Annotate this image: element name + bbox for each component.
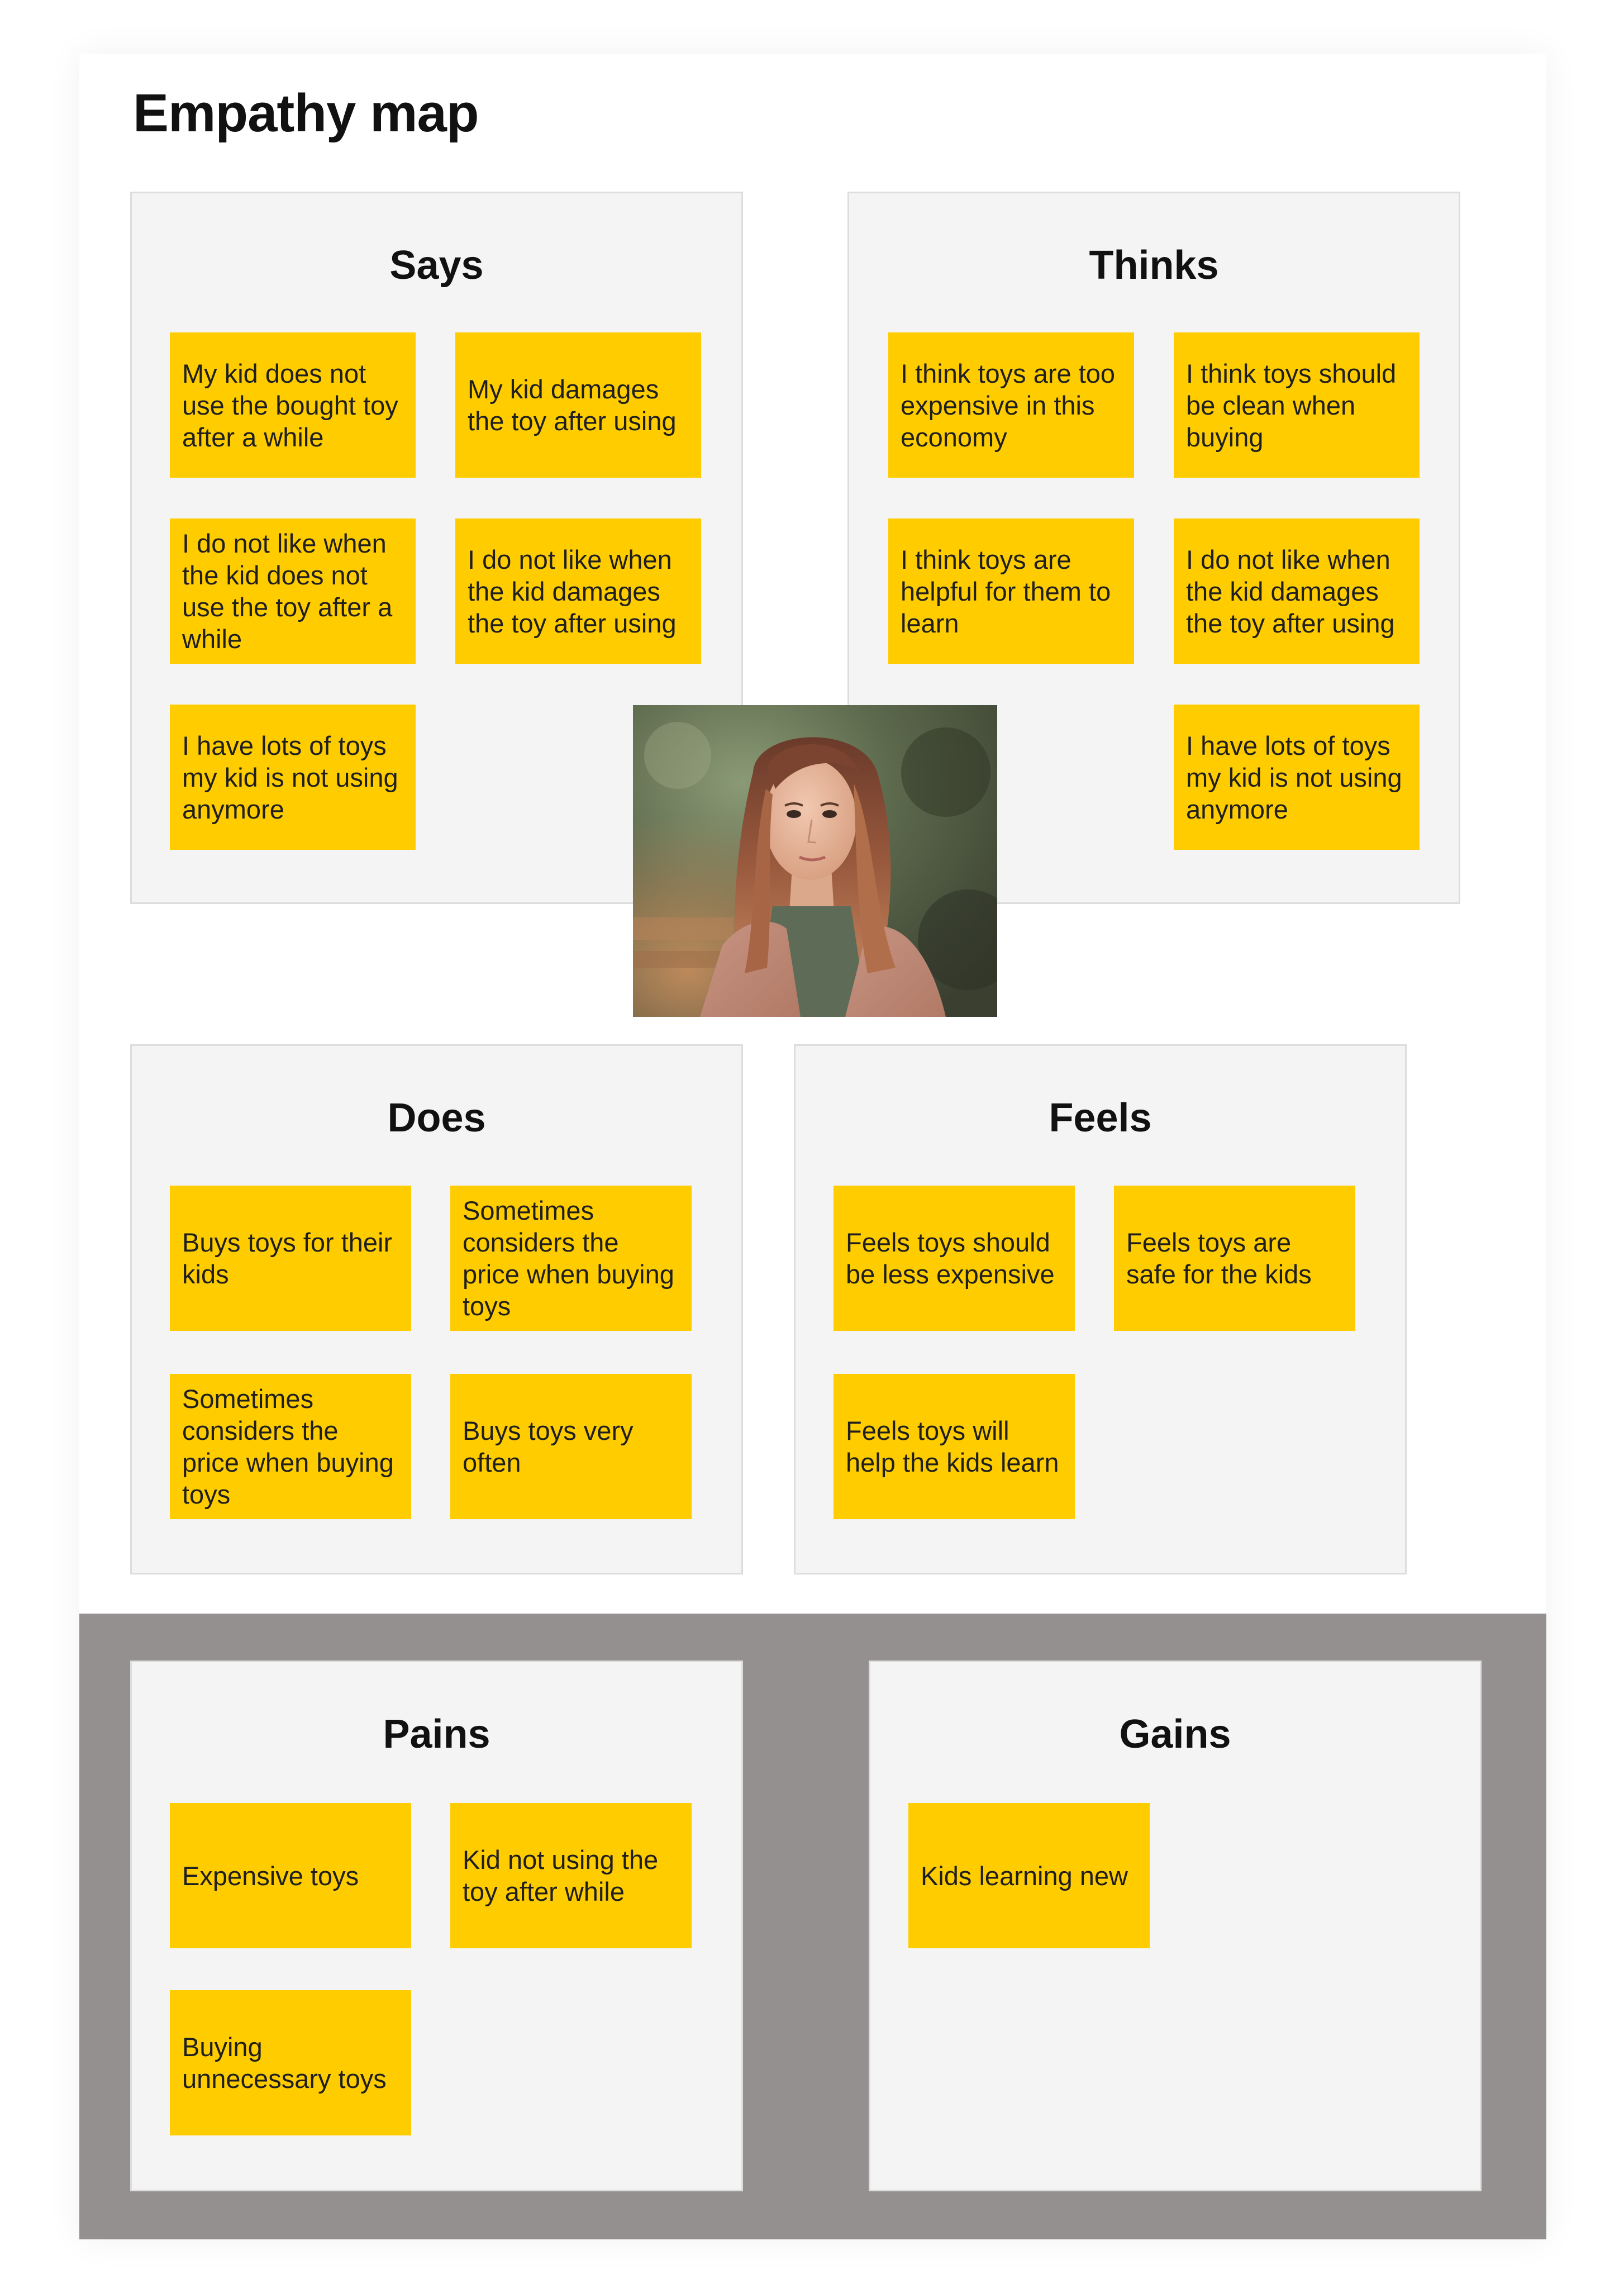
persona-photo — [633, 705, 997, 1017]
sticky-note[interactable]: Kid not using the toy after while — [450, 1803, 692, 1948]
sticky-note[interactable]: I do not like when the kid damages the toy after using — [1174, 518, 1420, 664]
panel-title-gains: Gains — [1119, 1712, 1231, 1757]
sticky-note[interactable]: I think toys are too expensive in this economy — [888, 332, 1134, 478]
sticky-note[interactable]: I think toys are helpful for them to learn — [888, 518, 1134, 664]
panel-title-says: Says — [389, 243, 484, 288]
sticky-note[interactable]: My kid damages the toy after using — [455, 332, 701, 478]
panel-title-feels: Feels — [1049, 1096, 1152, 1140]
sticky-note[interactable]: Expensive toys — [170, 1803, 411, 1948]
sticky-note[interactable]: Buys toys for their kids — [170, 1186, 411, 1331]
panel-title-pains: Pains — [383, 1712, 490, 1757]
sticky-note[interactable]: Buying unnecessary toys — [170, 1990, 411, 2135]
sticky-note[interactable]: I do not like when the kid does not use the toy after a while — [170, 518, 416, 664]
sticky-note[interactable]: Kids learning new — [908, 1803, 1150, 1948]
page-title: Empathy map — [133, 83, 479, 143]
sticky-note[interactable]: Feels toys should be less expensive — [834, 1186, 1075, 1331]
sticky-note[interactable]: Sometimes considers the price when buying toys — [170, 1374, 411, 1519]
sticky-note[interactable]: I do not like when the kid damages the toy after using — [455, 518, 701, 664]
panel-title-does: Does — [387, 1096, 486, 1140]
sticky-note[interactable]: I have lots of toys my kid is not using anymore — [1174, 705, 1420, 850]
sticky-note[interactable]: Feels toys are safe for the kids — [1114, 1186, 1355, 1331]
sticky-note[interactable]: My kid does not use the bought toy after a while — [170, 332, 416, 478]
sticky-note[interactable]: Feels toys will help the kids learn — [834, 1374, 1075, 1519]
sticky-note[interactable]: Buys toys very often — [450, 1374, 692, 1519]
sticky-note[interactable]: I think toys should be clean when buying — [1174, 332, 1420, 478]
sticky-note[interactable]: Sometimes considers the price when buying toys — [450, 1186, 692, 1331]
sticky-note[interactable]: I have lots of toys my kid is not using anymore — [170, 705, 416, 850]
panel-title-thinks: Thinks — [1089, 243, 1219, 288]
